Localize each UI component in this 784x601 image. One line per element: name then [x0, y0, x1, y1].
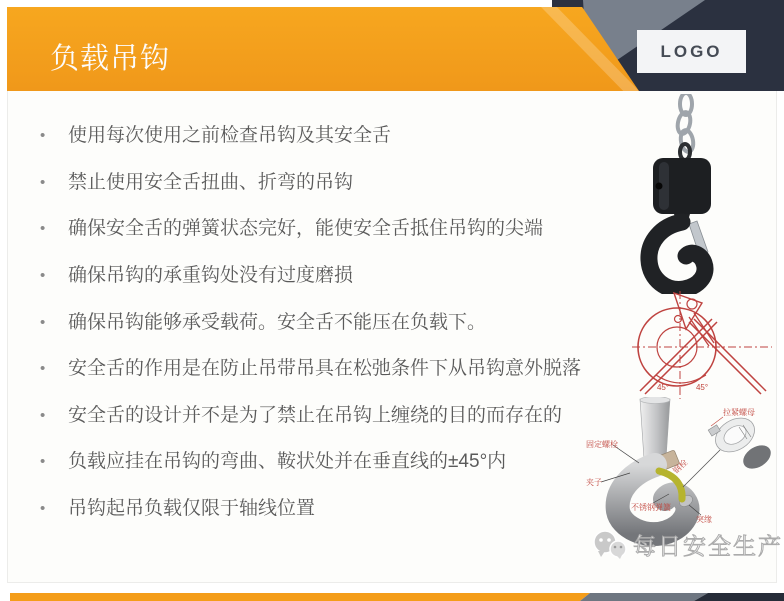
logo-placeholder — [637, 30, 746, 73]
list-item-text: 使用每次使用之前检查吊钩及其安全舌 — [68, 125, 392, 146]
list-item-text: 负载应挂在吊钩的弯曲、鞍状处并在垂直线的±45°内 — [68, 451, 507, 473]
bullet-icon: • — [40, 360, 46, 378]
footer-gray-segment — [580, 593, 708, 601]
angle-label-left: 45° — [656, 383, 670, 392]
list-item-text: 安全舌的设计并不是为了禁止在吊钩上缠绕的目的而存在的 — [68, 404, 563, 426]
page-title: 负载吊钩 — [50, 43, 171, 75]
bullet-icon: • — [40, 313, 46, 331]
list-item-text: 确保吊钩的承重钩处没有过度磨损 — [68, 264, 354, 286]
watermark — [592, 528, 783, 561]
hook-shank — [640, 397, 670, 459]
list-item — [40, 404, 615, 427]
bullet-icon: • — [40, 220, 46, 238]
list-item — [40, 357, 615, 380]
list-item-text: 安全舌的作用是在防止吊带吊具在松弛条件下从吊钩意外脱落 — [68, 358, 582, 380]
list-item — [40, 171, 615, 194]
list-item-text: 确保吊钩能够承受载荷。安全舌不能压在负载下。 — [68, 311, 487, 333]
list-item-text: 禁止使用安全舌扭曲、折弯的吊钩 — [68, 171, 354, 193]
list-item — [40, 217, 615, 240]
label-clamp: 夹子 — [586, 478, 602, 487]
footer-bar — [0, 593, 784, 601]
footer-orange-segment — [10, 593, 590, 601]
tension-nut-part — [708, 411, 775, 473]
list-item-text: 确保安全舌的弹簧状态完好，能使安全舌抵住吊钩的尖端 — [68, 218, 544, 240]
wechat-icon — [592, 529, 628, 561]
footer-navy-segment — [694, 593, 784, 601]
list-item — [40, 450, 615, 473]
label-fixing-bolt: 固定螺栓 — [586, 440, 618, 449]
bullet-list — [40, 124, 615, 520]
watermark-text: 每日安全生产 — [633, 533, 783, 559]
logo-text: LOGO — [660, 41, 723, 61]
hook-photo-illustration — [635, 94, 730, 294]
list-item — [40, 264, 615, 287]
angle-diagram-illustration — [626, 289, 778, 401]
label-flange: 突缘 — [696, 515, 712, 524]
dimension-line — [683, 450, 720, 487]
list-item — [40, 497, 615, 520]
label-spring: 不锈钢弹簧 — [631, 503, 671, 512]
bullet-icon: • — [40, 406, 46, 424]
label-tension-nut: 拉紧螺母 — [723, 408, 755, 417]
list-item — [40, 124, 615, 147]
bullet-icon: • — [40, 453, 46, 471]
list-item-text: 吊钩起吊负载仅限于轴线位置 — [68, 498, 316, 519]
bullet-icon: • — [40, 173, 46, 191]
bullet-icon: • — [40, 500, 46, 517]
list-item — [40, 311, 615, 334]
hook-swivel-body — [653, 158, 711, 214]
bullet-icon: • — [40, 266, 46, 284]
angle-label-right: 45° — [695, 383, 709, 392]
bullet-icon: • — [40, 127, 46, 144]
label-steel-pin: 钢栓 — [671, 458, 690, 476]
